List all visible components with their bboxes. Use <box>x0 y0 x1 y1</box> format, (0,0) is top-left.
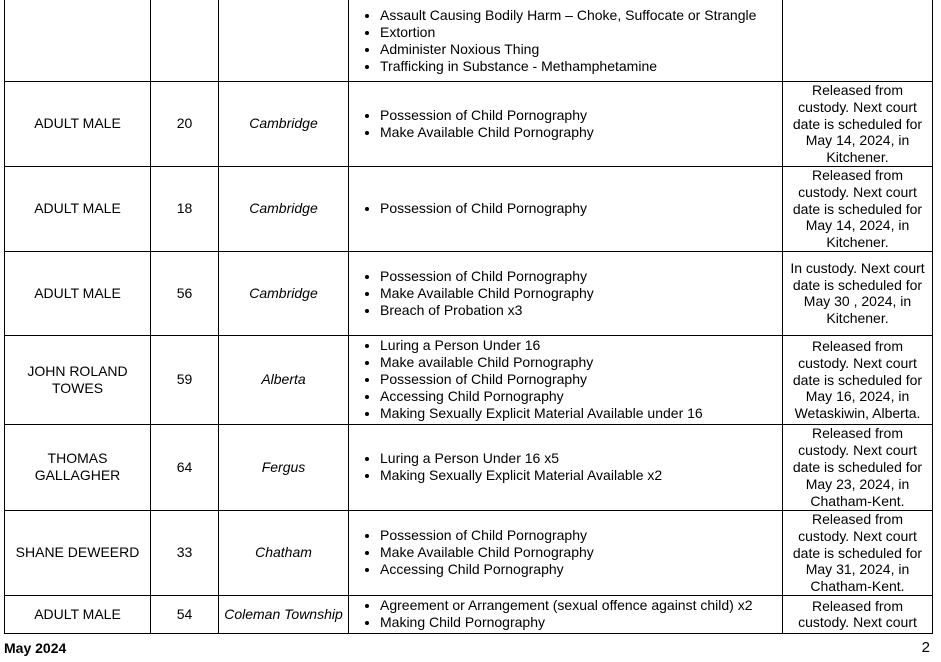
name-cell: JOHN ROLAND TOWES <box>5 335 151 424</box>
status-cell <box>783 0 933 82</box>
charges-cell <box>349 166 783 251</box>
age-cell: 33 <box>151 510 219 595</box>
charge-item: • Trafficking in Substance - Methamphetamine <box>380 58 780 75</box>
charges-cell <box>349 335 783 424</box>
page-number: 2 <box>921 639 930 656</box>
age-cell: 18 <box>151 166 219 251</box>
table-row <box>5 251 933 335</box>
status-cell: Released from custody. Next court date is scheduled for May 31, 2024, in Chatham-Kent. <box>783 510 933 595</box>
charges-cell <box>349 595 783 633</box>
status-cell: Released from custody. Next court date is scheduled for May 14, 2024, in Kitchener. <box>783 166 933 251</box>
charge-item: • Make Available Child Pornography <box>380 544 780 561</box>
name-cell <box>5 0 151 82</box>
name-cell: ADULT MALE <box>5 251 151 335</box>
charge-item: • Possession of Child Pornography <box>380 268 780 285</box>
age-cell <box>151 0 219 82</box>
charge-item: • Possession of Child Pornography <box>380 200 780 217</box>
table-row <box>5 595 933 633</box>
charge-item: • Accessing Child Pornography <box>380 388 780 405</box>
charge-item: • Making Child Pornography <box>380 614 780 631</box>
table-row <box>5 424 933 510</box>
charges-list <box>353 337 780 422</box>
charge-item: • Possession of Child Pornography <box>380 107 780 124</box>
charges-list <box>353 107 780 141</box>
status-cell: Released from custody. Next court date is scheduled for May 14, 2024, in Kitchener. <box>783 82 933 167</box>
charges-cell <box>349 424 783 510</box>
table-row <box>5 510 933 595</box>
charge-item: • Make available Child Pornography <box>380 354 780 371</box>
table-row <box>5 335 933 424</box>
charges-table-body <box>5 0 933 633</box>
location-cell: Alberta <box>219 335 349 424</box>
charges-list <box>353 200 780 217</box>
charges-cell <box>349 82 783 167</box>
charge-item: • Assault Causing Bodily Harm – Choke, Suffocate or Strangle <box>380 7 780 24</box>
status-cell: Released from custody. Next court date is scheduled for May 23, 2024, in Chatham-Kent. <box>783 424 933 510</box>
name-cell: ADULT MALE <box>5 82 151 167</box>
charges-cell <box>349 251 783 335</box>
charge-item: • Administer Noxious Thing <box>380 41 780 58</box>
status-cell: Released from custody. Next court <box>783 595 933 633</box>
charges-list <box>353 7 780 75</box>
name-cell: SHANE DEWEERD <box>5 510 151 595</box>
charge-item: • Possession of Child Pornography <box>380 527 780 544</box>
name-cell: ADULT MALE <box>5 166 151 251</box>
status-cell: In custody. Next court date is scheduled for May 30 , 2024, in Kitchener. <box>783 251 933 335</box>
location-cell: Coleman Township <box>219 595 349 633</box>
status-cell: Released from custody. Next court date is scheduled for May 16, 2024, in Wetaskiwin, Alberta. <box>783 335 933 424</box>
age-cell: 59 <box>151 335 219 424</box>
location-cell <box>219 0 349 82</box>
table-row <box>5 82 933 167</box>
charge-item: • Make Available Child Pornography <box>380 285 780 302</box>
charges-cell <box>349 0 783 82</box>
charge-item: • Making Sexually Explicit Material Available x2 <box>380 467 780 484</box>
location-cell: Cambridge <box>219 251 349 335</box>
name-cell: ADULT MALE <box>5 595 151 633</box>
charges-list <box>353 597 780 631</box>
age-cell: 20 <box>151 82 219 167</box>
charge-item: • Luring a Person Under 16 <box>380 337 780 354</box>
location-cell: Cambridge <box>219 166 349 251</box>
age-cell: 64 <box>151 424 219 510</box>
charge-item: • Possession of Child Pornography <box>380 371 780 388</box>
footer-month: May 2024 <box>4 640 67 656</box>
age-cell: 54 <box>151 595 219 633</box>
name-cell: THOMAS GALLAGHER <box>5 424 151 510</box>
charge-item: • Making Sexually Explicit Material Available under 16 <box>380 405 780 422</box>
charge-item: • Extortion <box>380 24 780 41</box>
table-row <box>5 166 933 251</box>
charges-list <box>353 527 780 578</box>
age-cell: 56 <box>151 251 219 335</box>
charges-list <box>353 268 780 319</box>
charge-item: • Agreement or Arrangement (sexual offence against child) x2 <box>380 597 780 614</box>
charge-item: • Luring a Person Under 16 x5 <box>380 450 780 467</box>
location-cell: Cambridge <box>219 82 349 167</box>
charge-item: • Accessing Child Pornography <box>380 561 780 578</box>
location-cell: Chatham <box>219 510 349 595</box>
charges-list <box>353 450 780 484</box>
location-cell: Fergus <box>219 424 349 510</box>
charges-cell <box>349 510 783 595</box>
charges-table <box>4 0 933 634</box>
charge-item: • Make Available Child Pornography <box>380 124 780 141</box>
charge-item: • Breach of Probation x3 <box>380 302 780 319</box>
table-row <box>5 0 933 82</box>
